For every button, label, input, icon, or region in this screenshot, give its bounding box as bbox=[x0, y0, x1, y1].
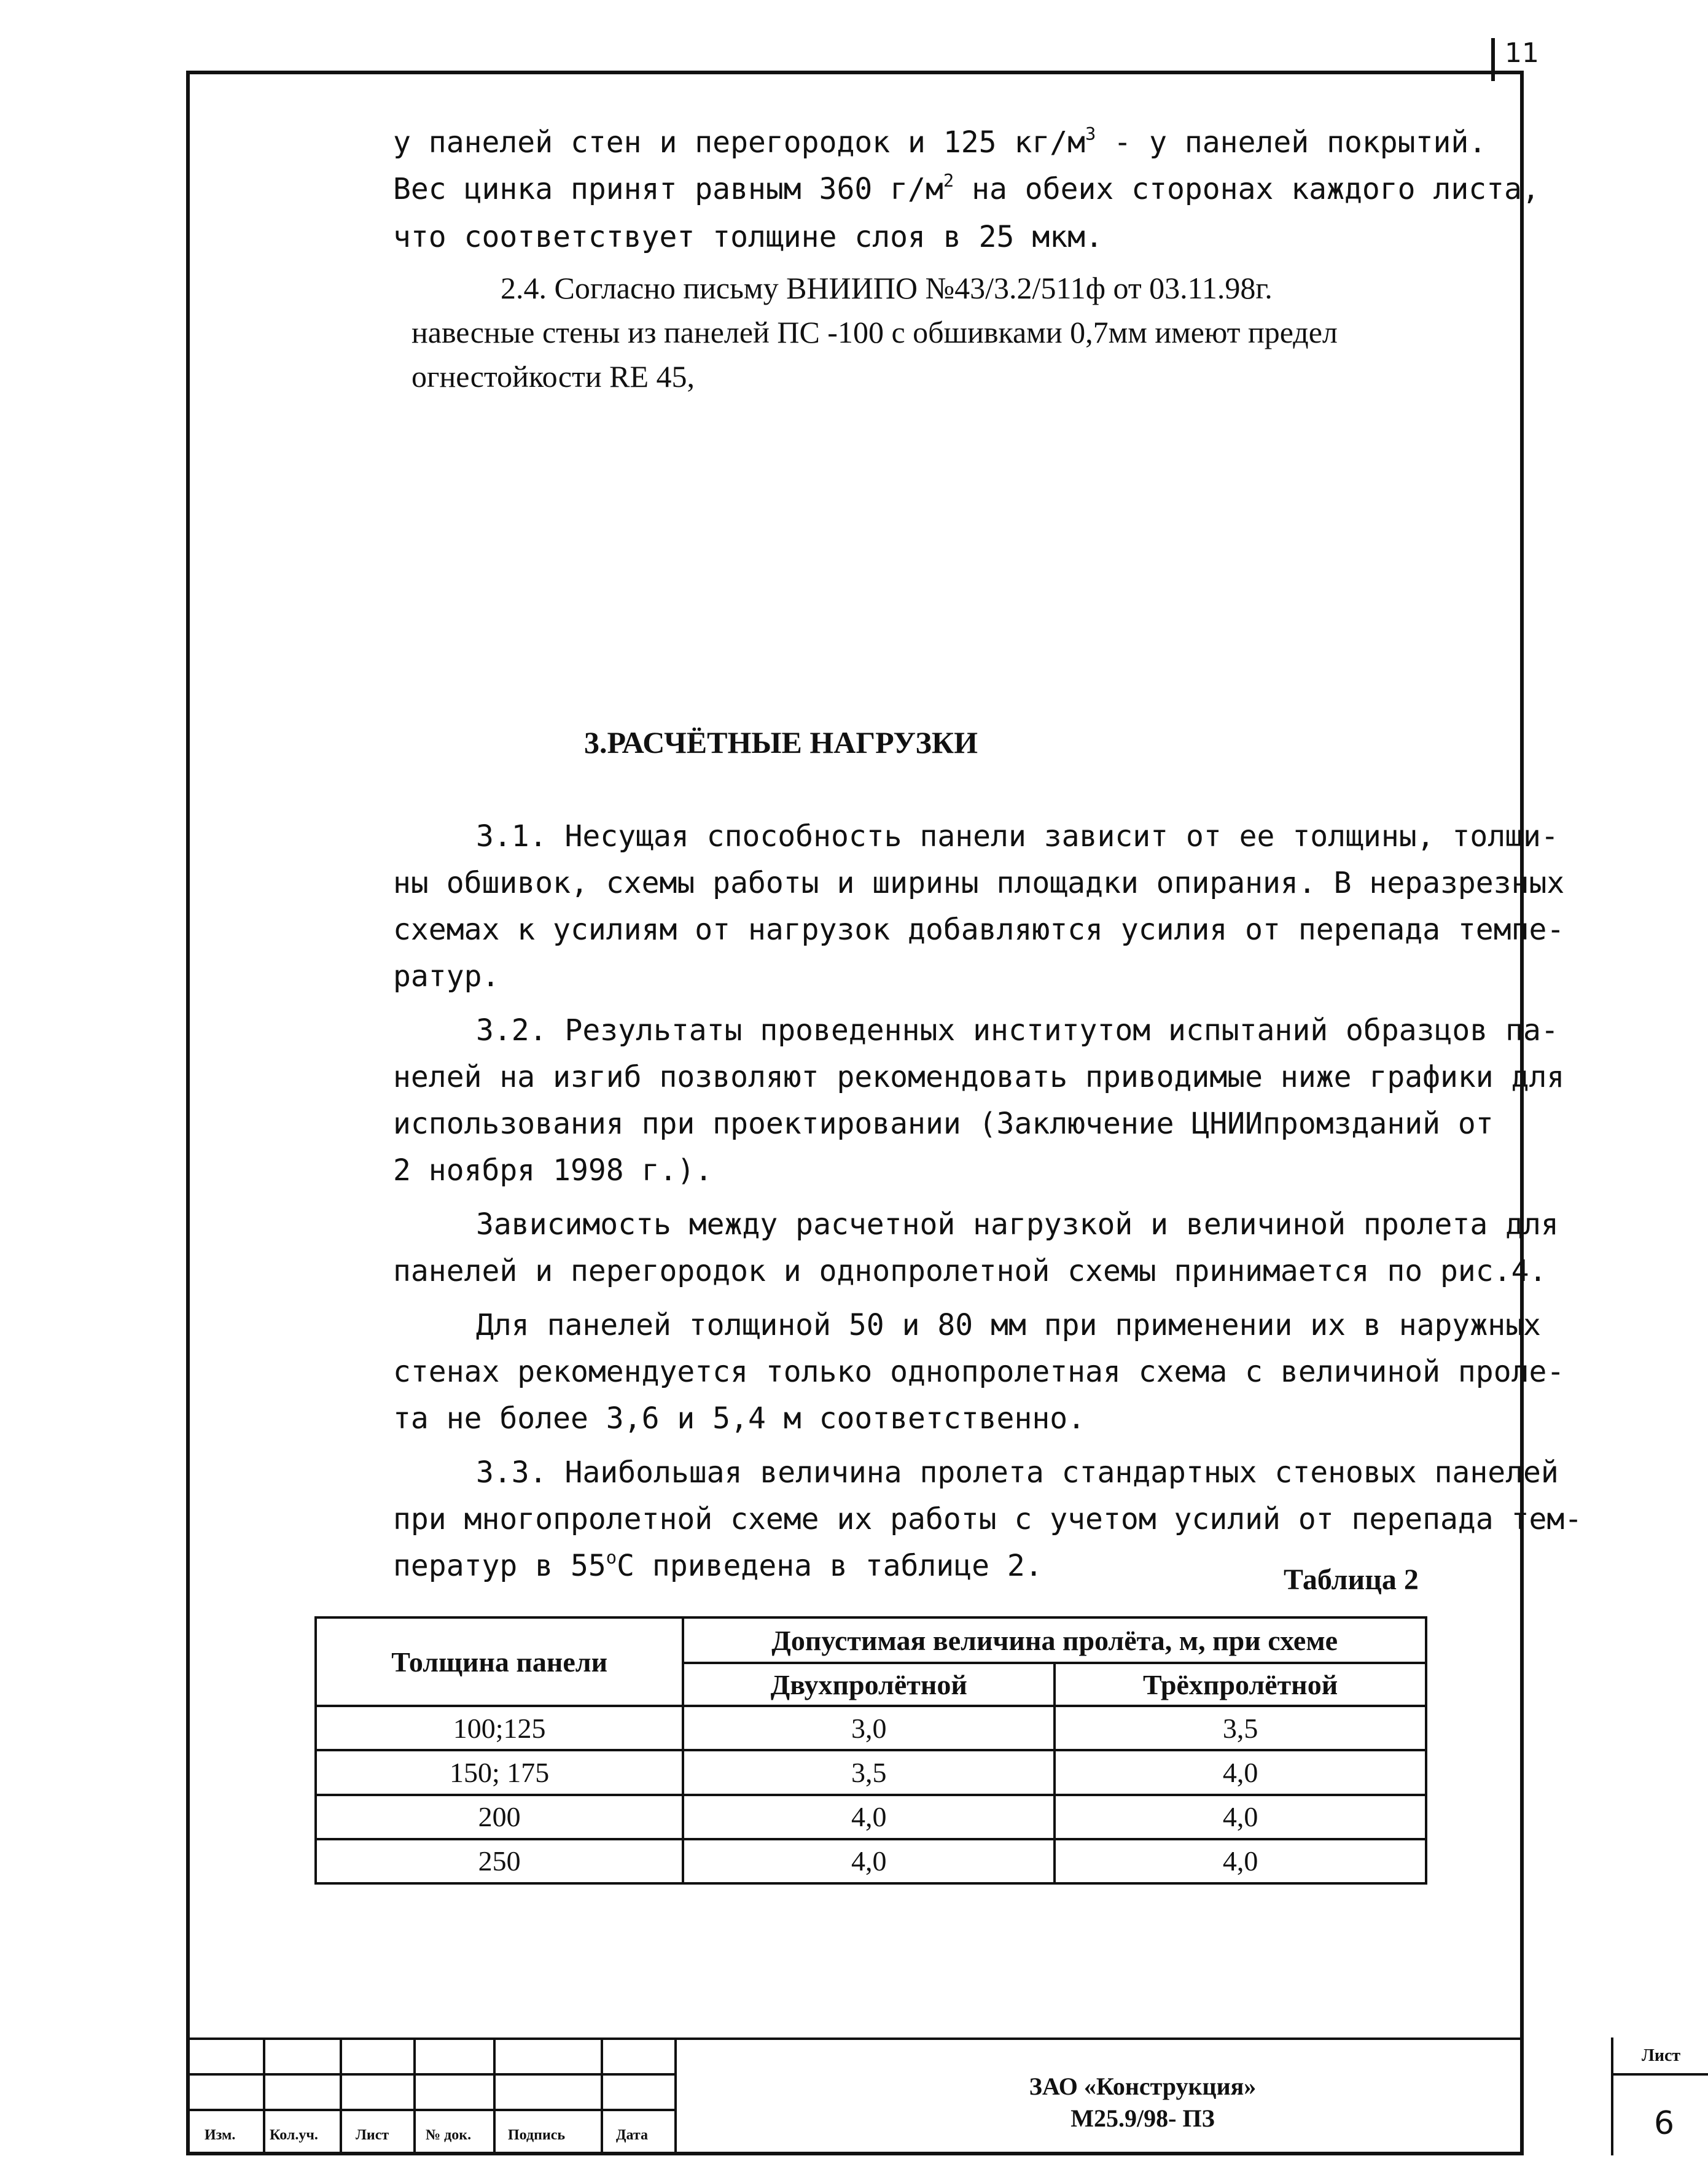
degree-sup: о bbox=[606, 1546, 617, 1568]
clause-2-4-line-1: 2.4. Согласно письму ВНИИПО №43/3.2/511ф от 03.11.98г. bbox=[501, 271, 1273, 305]
table-cell: 3,0 bbox=[683, 1706, 1055, 1750]
intro-line-1-sup: 3 bbox=[1085, 123, 1096, 144]
body-line: использования при проектировании (Заключение ЦНИИпромзданий от bbox=[393, 1107, 1494, 1141]
intro-line-2-sup: 2 bbox=[943, 169, 954, 191]
sheet-label: Лист bbox=[1642, 2046, 1681, 2065]
stamp-label-doc: № док. bbox=[426, 2127, 472, 2143]
table-cell: 3,5 bbox=[1055, 1706, 1426, 1750]
table-cell: 150; 175 bbox=[316, 1750, 683, 1794]
span-table bbox=[314, 1616, 1427, 1885]
table-cell: 4,0 bbox=[1055, 1750, 1426, 1794]
stamp-line bbox=[340, 2038, 342, 2155]
document-code: М25.9/98- ПЗ bbox=[1070, 2104, 1215, 2132]
clause-2-4-line-2: навесные стены из панелей ПС -100 с обшивками 0,7мм имеют предел bbox=[411, 315, 1338, 349]
body-line: нелей на изгиб позволяют рекомендовать приводимые ниже графики для bbox=[393, 1060, 1565, 1094]
col-thickness-header: Толщина панели bbox=[316, 1617, 683, 1706]
stamp-line bbox=[1611, 2073, 1708, 2076]
intro-line-1-text: у панелей стен и перегородок и 125 кг/м bbox=[393, 125, 1086, 160]
corner-bar bbox=[1491, 38, 1495, 81]
title-block bbox=[186, 2038, 1681, 2155]
organization-name: ЗАО «Конструкция» bbox=[1029, 2073, 1257, 2100]
stamp-label-izm: Изм. bbox=[205, 2127, 236, 2143]
table-cell: 3,5 bbox=[683, 1750, 1055, 1794]
body-line: Зависимость между расчетной нагрузкой и величиной пролета для bbox=[476, 1207, 1559, 1242]
body-line: 3.3. Наибольшая величина пролета стандартных стеновых панелей bbox=[476, 1455, 1559, 1490]
intro-line-2-tail: на обеих сторонах каждого листа, bbox=[954, 172, 1540, 206]
stamp-label-sign: Подпись bbox=[508, 2127, 566, 2143]
body-line: панелей и перегородок и однопролетной схемы принимается по рис.4. bbox=[393, 1254, 1547, 1288]
intro-line-1 bbox=[393, 120, 1486, 165]
table-cell: 4,0 bbox=[1055, 1839, 1426, 1883]
table-cell: 4,0 bbox=[1055, 1795, 1426, 1839]
body-line: ратур. bbox=[393, 959, 500, 994]
body-line: Для панелей толщиной 50 и 80 мм при применении их в наружных bbox=[476, 1308, 1541, 1342]
table-cell: 250 bbox=[316, 1839, 683, 1883]
corner-page-mark bbox=[1491, 38, 1559, 81]
body-line-last bbox=[393, 1544, 1043, 1588]
section-heading: 3.РАСЧЁТНЫЕ НАГРУЗКИ bbox=[583, 725, 978, 760]
stamp-label-kol: Кол.уч. bbox=[270, 2127, 318, 2143]
corner-page-number: 11 bbox=[1505, 37, 1539, 69]
body-line: 3.1. Несущая способность панели зависит от ее толщины, толщи- bbox=[476, 819, 1559, 854]
clause-2-4-line-3: огнестойкости RE 45, bbox=[411, 359, 695, 394]
sheet-number: 6 bbox=[1654, 2105, 1675, 2142]
body-line: ны обшивок, схемы работы и ширины площадки опирания. В неразрезных bbox=[393, 866, 1565, 900]
stamp-line bbox=[186, 2038, 1524, 2040]
table-cell: 200 bbox=[316, 1795, 683, 1839]
stamp-line bbox=[601, 2038, 603, 2155]
stamp-label-date: Дата bbox=[616, 2127, 648, 2143]
last-line-tail: С приведена в таблице 2. bbox=[617, 1549, 1043, 1583]
intro-line-2 bbox=[393, 167, 1540, 211]
table-cell: 4,0 bbox=[683, 1839, 1055, 1883]
last-line-text: ператур в 55 bbox=[393, 1549, 606, 1583]
stamp-line bbox=[493, 2038, 496, 2155]
stamp-line bbox=[263, 2038, 265, 2155]
table-cell: 100;125 bbox=[316, 1706, 683, 1750]
body-line: 2 ноября 1998 г.). bbox=[393, 1153, 713, 1188]
body-line: при многопролетной схеме их работы с учетом усилий от перепада тем- bbox=[393, 1502, 1583, 1536]
col-three-span-header: Трёхпролётной bbox=[1055, 1663, 1426, 1706]
body-line: 3.2. Результаты проведенных институтом испытаний образцов па- bbox=[476, 1013, 1559, 1048]
intro-line-1-tail: - у панелей покрытий. bbox=[1096, 125, 1487, 160]
stamp-label-list: Лист bbox=[356, 2127, 389, 2143]
table-cell: 4,0 bbox=[683, 1795, 1055, 1839]
body-line: схемах к усилиям от нагрузок добавляются усилия от перепада темпе- bbox=[393, 913, 1565, 947]
intro-line-2-text: Вес цинка принят равным 360 г/м bbox=[393, 172, 943, 206]
body-line: та не более 3,6 и 5,4 м соответственно. bbox=[393, 1401, 1086, 1436]
body-line: стенах рекомендуется только однопролетная схема с величиной проле- bbox=[393, 1355, 1565, 1389]
stamp-line bbox=[1611, 2038, 1613, 2155]
col-two-span-header: Двухпролётной bbox=[683, 1663, 1055, 1706]
stamp-line bbox=[413, 2038, 416, 2155]
group-header: Допустимая величина пролёта, м, при схеме bbox=[683, 1617, 1426, 1663]
intro-line-3: что соответствует толщине слоя в 25 мкм. bbox=[393, 220, 1103, 254]
table-caption: Таблица 2 bbox=[1284, 1563, 1419, 1596]
